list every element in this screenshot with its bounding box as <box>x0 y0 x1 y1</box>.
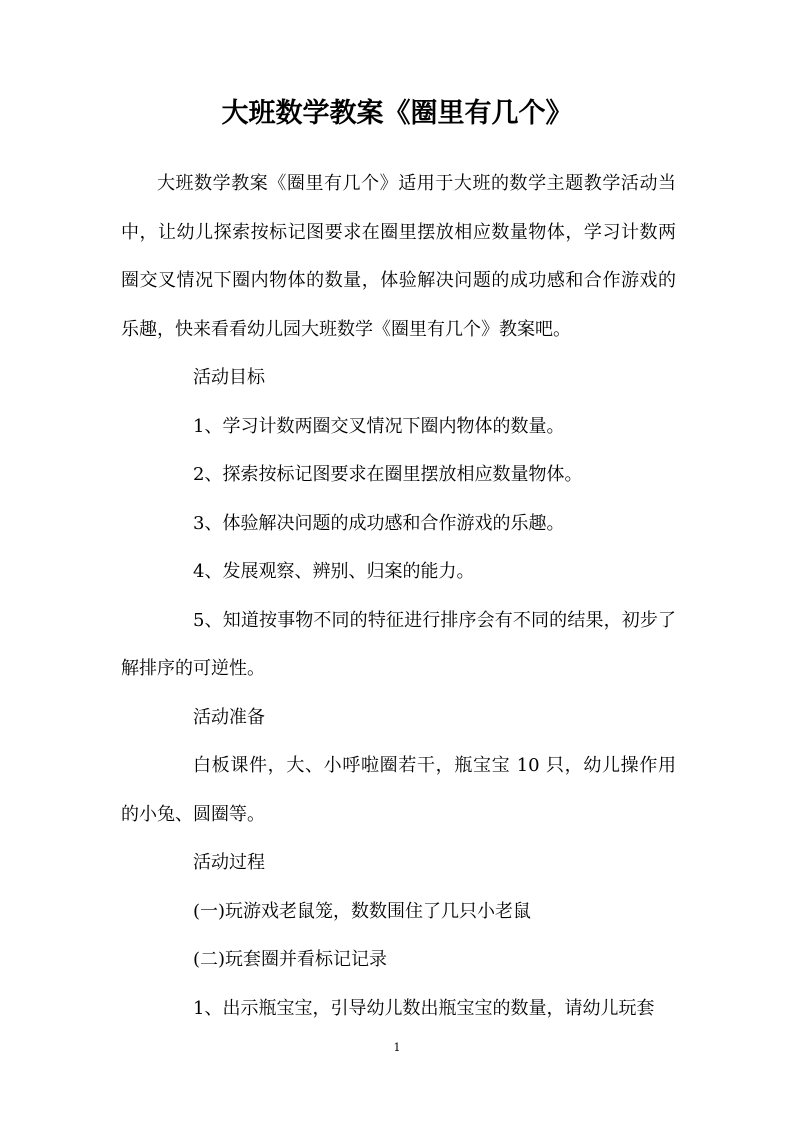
intro-paragraph: 大班数学教案《圈里有几个》适用于大班的数学主题教学活动当中，让幼儿探索按标记图要求在圈里摆放相应数量物体，学习计数两圈交叉情况下圈内物体的数量，体验解决问题的成功感和合作游戏的乐趣，快来看看幼儿园大班数学《圈里有几个》教案吧。 <box>121 173 676 340</box>
goal-item-4: 4、发展观察、辨别、归案的能力。 <box>193 561 475 582</box>
preparation-paragraph: 白板课件，大、小呼啦圈若干，瓶宝宝 10 只，幼儿操作用的小兔、圆圈等。 <box>121 755 676 825</box>
process-step-2: (二)玩套圈并看标记记录 <box>193 949 388 970</box>
goal-item-5: 5、知道按事物不同的特征进行排序会有不同的结果，初步了解排序的可逆性。 <box>121 609 676 679</box>
process-substep-1: 1、出示瓶宝宝，引导幼儿数出瓶宝宝的数量，请幼儿玩套 <box>193 997 655 1019</box>
goal-item-3: 3、体验解决问题的成功感和合作游戏的乐趣。 <box>193 512 565 534</box>
page-number: 1 <box>393 1041 401 1054</box>
section-heading-process: 活动过程 <box>193 852 265 873</box>
process-step-1: (一)玩游戏老鼠笼，数数围住了几只小老鼠 <box>193 900 532 922</box>
document-title: 大班数学教案《圈里有几个》 <box>221 98 573 129</box>
goal-item-1: 1、学习计数两圈交叉情况下圈内物体的数量。 <box>193 415 565 437</box>
section-heading-goals: 活动目标 <box>193 367 265 388</box>
section-heading-preparation: 活动准备 <box>193 706 265 728</box>
document-body <box>121 160 676 1033</box>
goal-item-2: 2、探索按标记图要求在圈里摆放相应数量物体。 <box>193 464 583 485</box>
